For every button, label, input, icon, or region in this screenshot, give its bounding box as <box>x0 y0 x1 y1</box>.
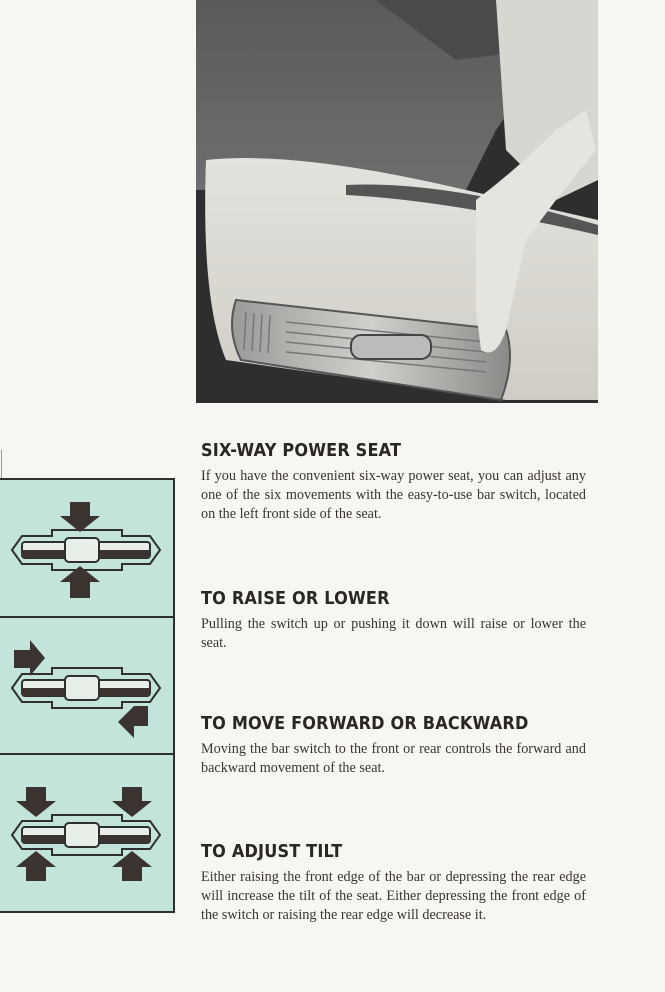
section-body: If you have the convenient six-way power seat, you can adjust any one of the six movements with the easy-to-use bar switch, located on the left front side of the seat. <box>201 468 586 522</box>
section-forward-backward <box>201 714 586 778</box>
arrow-down-icon <box>16 787 56 817</box>
diagram-tilt <box>0 753 175 913</box>
arrow-left-icon <box>118 706 148 738</box>
section-heading: TO RAISE OR LOWER <box>201 589 390 609</box>
diagram-forward-backward <box>0 616 175 755</box>
section-body: Pulling the switch up or pushing it down will raise or lower the seat. <box>201 616 586 651</box>
bar-switch-icon <box>12 530 160 570</box>
section-tilt <box>201 842 586 925</box>
arrow-up-icon <box>16 851 56 881</box>
diagram-raise-lower <box>0 478 175 618</box>
seat-photo <box>196 0 598 403</box>
section-six-way <box>201 441 586 524</box>
section-heading: TO MOVE FORWARD OR BACKWARD <box>201 714 529 734</box>
arrow-down-icon <box>60 502 100 532</box>
section-heading: SIX-WAY POWER SEAT <box>201 441 402 461</box>
section-raise-lower <box>201 589 586 653</box>
section-heading: TO ADJUST TILT <box>201 842 343 862</box>
bar-switch-icon <box>12 668 160 708</box>
section-body: Either raising the front edge of the bar or depressing the rear edge will increase the tilt of the seat. Either depressing the front edge of the switch or raising the rear edge will decrease it. <box>201 869 586 923</box>
arrow-down-icon <box>112 787 152 817</box>
bar-switch-icon <box>12 815 160 855</box>
arrow-right-icon <box>14 640 45 676</box>
section-body: Moving the bar switch to the front or rear controls the forward and backward movement of the seat. <box>201 741 586 776</box>
